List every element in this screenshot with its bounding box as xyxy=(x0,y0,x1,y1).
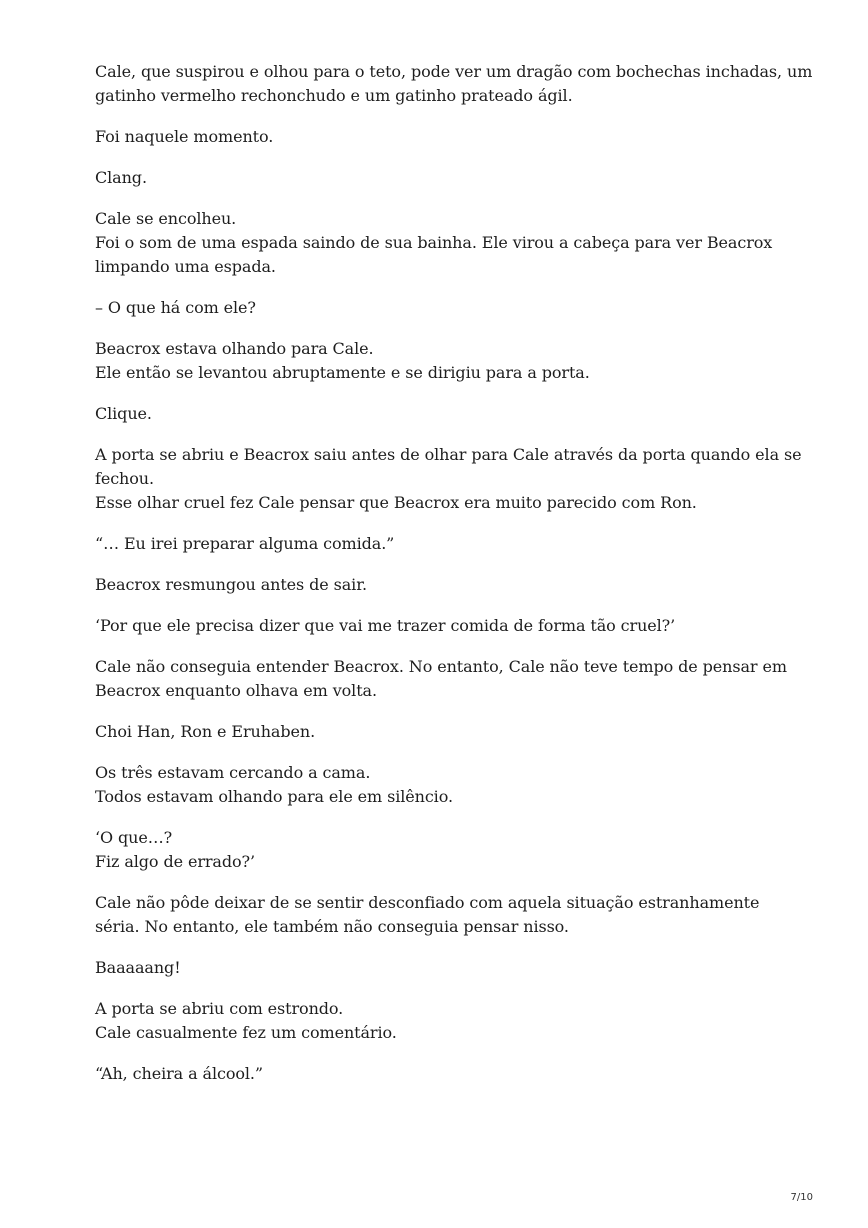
text-line: Beacrox resmungou antes de sair. xyxy=(95,575,367,594)
text-line: Foi o som de uma espada saindo de sua bainha. Ele virou a cabeça para ver Beacrox xyxy=(95,233,773,252)
paragraph xyxy=(95,166,795,190)
text-line: Esse olhar cruel fez Cale pensar que Beacrox era muito parecido com Ron. xyxy=(95,493,697,512)
paragraph xyxy=(95,1062,795,1086)
text-line: Cale não conseguia entender Beacrox. No entanto, Cale não teve tempo de pensar em xyxy=(95,657,787,676)
text-line: fechou. xyxy=(95,469,154,488)
text-line: – O que há com ele? xyxy=(95,298,256,317)
text-line: Beacrox estava olhando para Cale. xyxy=(95,339,374,358)
text-line: Clique. xyxy=(95,404,152,423)
text-line: Os três estavam cercando a cama. xyxy=(95,763,371,782)
text-line: “… Eu irei preparar alguma comida.” xyxy=(95,534,395,553)
text-line: Ele então se levantou abruptamente e se dirigiu para a porta. xyxy=(95,363,590,382)
paragraph xyxy=(95,296,795,320)
text-line: séria. No entanto, ele também não conseguia pensar nisso. xyxy=(95,917,569,936)
text-line: A porta se abriu e Beacrox saiu antes de olhar para Cale através da porta quando ela se xyxy=(95,445,802,464)
text-line: Todos estavam olhando para ele em silêncio. xyxy=(95,787,453,806)
paragraph xyxy=(95,60,813,108)
paragraph xyxy=(95,761,795,809)
text-line: ‘Por que ele precisa dizer que vai me trazer comida de forma tão cruel?’ xyxy=(95,616,676,635)
paragraph xyxy=(95,891,795,939)
text-line: ‘O que…? xyxy=(95,828,173,847)
paragraph xyxy=(95,997,795,1045)
text-line: Foi naquele momento. xyxy=(95,127,274,146)
text-line: Cale casualmente fez um comentário. xyxy=(95,1023,397,1042)
paragraph xyxy=(95,337,795,385)
paragraph xyxy=(95,826,795,874)
text-line: Cale não pôde deixar de se sentir desconfiado com aquela situação estranhamente xyxy=(95,893,760,912)
text-line: Clang. xyxy=(95,168,147,187)
paragraph xyxy=(95,720,795,744)
text-line: Cale se encolheu. xyxy=(95,209,237,228)
text-line: Baaaaang! xyxy=(95,958,181,977)
text-line: Choi Han, Ron e Eruhaben. xyxy=(95,722,316,741)
text-line: Cale, que suspirou e olhou para o teto, pode ver um dragão com bochechas inchadas, um xyxy=(95,62,813,81)
text-line: “Ah, cheira a álcool.” xyxy=(95,1064,263,1083)
text-line: limpando uma espada. xyxy=(95,257,276,276)
paragraph xyxy=(95,655,795,703)
paragraph xyxy=(95,573,795,597)
paragraph xyxy=(95,532,795,556)
paragraph xyxy=(95,443,802,515)
page-number: 7/10 xyxy=(790,1192,813,1203)
paragraph xyxy=(95,956,795,980)
text-line: Beacrox enquanto olhava em volta. xyxy=(95,681,377,700)
text-line: A porta se abriu com estrondo. xyxy=(95,999,344,1018)
paragraph xyxy=(95,614,795,638)
text-line: gatinho vermelho rechonchudo e um gatinho prateado ágil. xyxy=(95,86,573,105)
text-line: Fiz algo de errado?’ xyxy=(95,852,255,871)
paragraph xyxy=(95,125,795,149)
paragraph xyxy=(95,402,795,426)
document-body xyxy=(95,60,813,1103)
paragraph xyxy=(95,207,795,279)
